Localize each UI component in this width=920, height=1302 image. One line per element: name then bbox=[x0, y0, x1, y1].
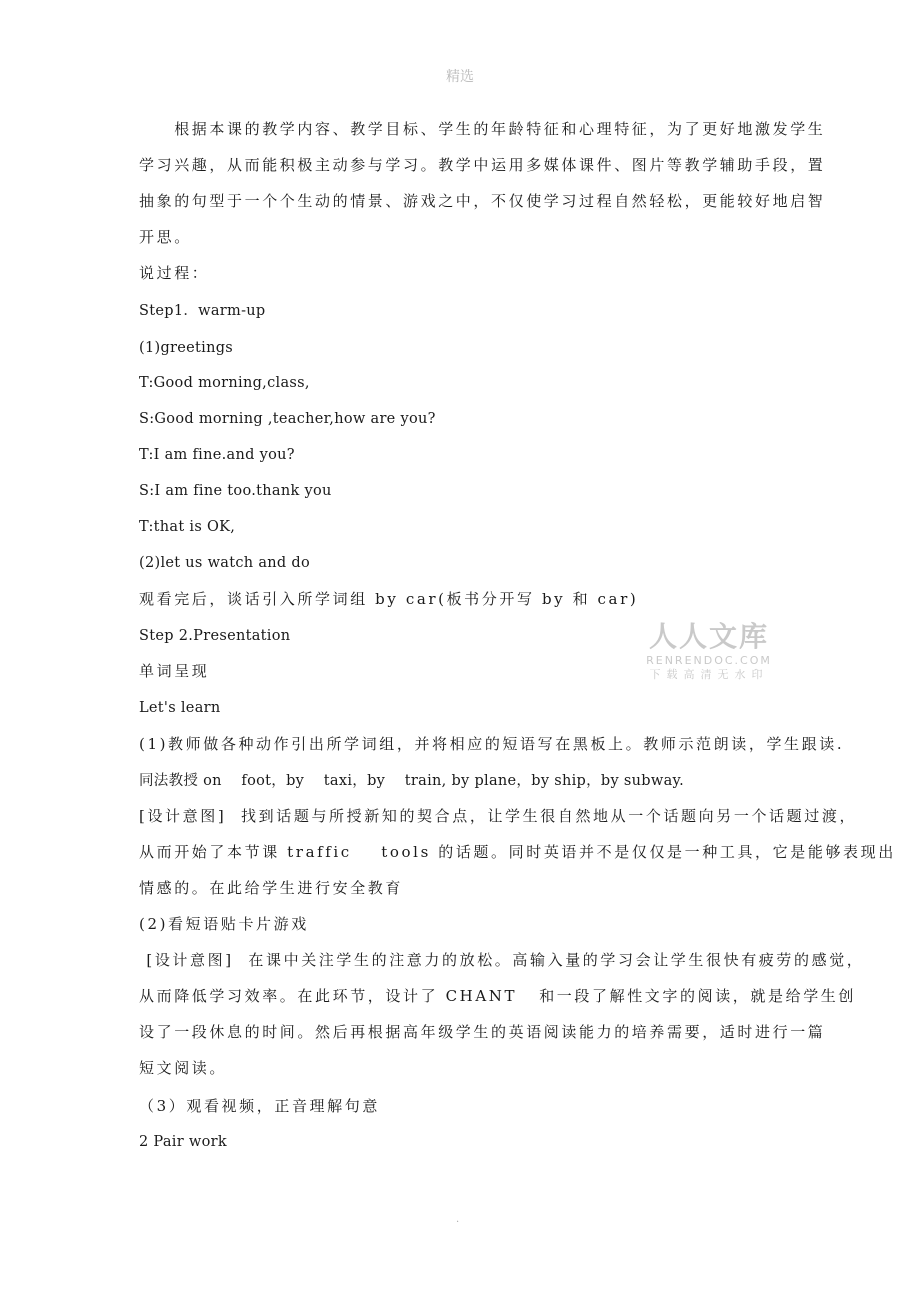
paragraph-line: 2 Pair work bbox=[139, 1134, 227, 1150]
paragraph-line: 开思。 bbox=[139, 228, 192, 246]
dialogue-line: S:Good morning ,teacher,how are you? bbox=[139, 411, 436, 427]
dialogue-line: T:that is OK, bbox=[139, 519, 236, 535]
section-heading: 说过程： bbox=[139, 264, 210, 282]
paragraph-line: 观看完后，谈话引入所学词组 by car(板书分开写 by 和 car) bbox=[139, 590, 639, 608]
paragraph-line: 设了一段休息的时间。然后再根据高年级学生的英语阅读能力的培养需要，适时进行一篇 bbox=[139, 1023, 826, 1041]
paragraph-line: 同法教授 on foot，by taxi，by train, by plane，by ship，by subway. bbox=[139, 773, 684, 789]
dialogue-line: S:I am fine too.thank you bbox=[139, 483, 332, 499]
paragraph-line: (1)教师做各种动作引出所学词组，并将相应的短语写在黑板上。教师示范朗读，学生跟读. bbox=[139, 735, 845, 753]
paragraph-line: 学习兴趣，从而能积极主动参与学习。教学中运用多媒体课件、图片等教学辅助手段，置 bbox=[139, 156, 826, 174]
watermark-site: RENRENDOC.COM bbox=[646, 654, 772, 667]
dialogue-line: T:I am fine.and you? bbox=[139, 447, 295, 463]
paragraph-line: Let's learn bbox=[139, 700, 221, 716]
paragraph-line: 情感的。在此给学生进行安全教育 bbox=[139, 879, 404, 897]
step-heading: Step1．warm-up bbox=[139, 303, 266, 319]
paragraph-line: (1)greetings bbox=[139, 340, 234, 356]
paragraph-line: 短文阅读。 bbox=[139, 1059, 228, 1077]
paragraph-line: 从而降低学习效率。在此环节，设计了 CHANT 和一段了解性文字的阅读，就是给学生创 bbox=[139, 987, 856, 1005]
paragraph-line: 抽象的句型于一个个生动的情景、游戏之中，不仅使学习过程自然轻松，更能较好地启智 bbox=[139, 192, 826, 210]
step-heading: Step 2.Presentation bbox=[139, 628, 291, 644]
watermark-tagline: 下载高清无水印 bbox=[649, 668, 769, 681]
paragraph-line: 从而开始了本节课 traffic tools 的话题。同时英语并不是仅仅是一种工具，它是能够表现出 bbox=[139, 843, 896, 861]
paragraph-line: [设计意图] 在课中关注学生的注意力的放松。高输入量的学习会让学生很快有疲劳的感觉， bbox=[139, 951, 865, 969]
dialogue-line: T:Good morning,class, bbox=[139, 375, 310, 391]
paragraph-line: (2)看短语贴卡片游戏 bbox=[139, 915, 309, 933]
page-footer: . bbox=[456, 1214, 460, 1225]
paragraph-line: [设计意图] 找到话题与所授新知的契合点，让学生很自然地从一个话题向另一个话题过渡， bbox=[139, 807, 858, 825]
paragraph-line: 根据本课的教学内容、教学目标、学生的年龄特征和心理特征，为了更好地激发学生 bbox=[139, 120, 826, 138]
paragraph-line: 单词呈现 bbox=[139, 662, 210, 680]
page-header: 精选 bbox=[446, 69, 474, 85]
paragraph-line: （3）观看视频，正音理解句意 bbox=[139, 1097, 380, 1115]
paragraph-line: (2)let us watch and do bbox=[139, 555, 311, 571]
watermark-title: 人人文库 bbox=[648, 620, 769, 653]
watermark-logo bbox=[646, 620, 772, 682]
